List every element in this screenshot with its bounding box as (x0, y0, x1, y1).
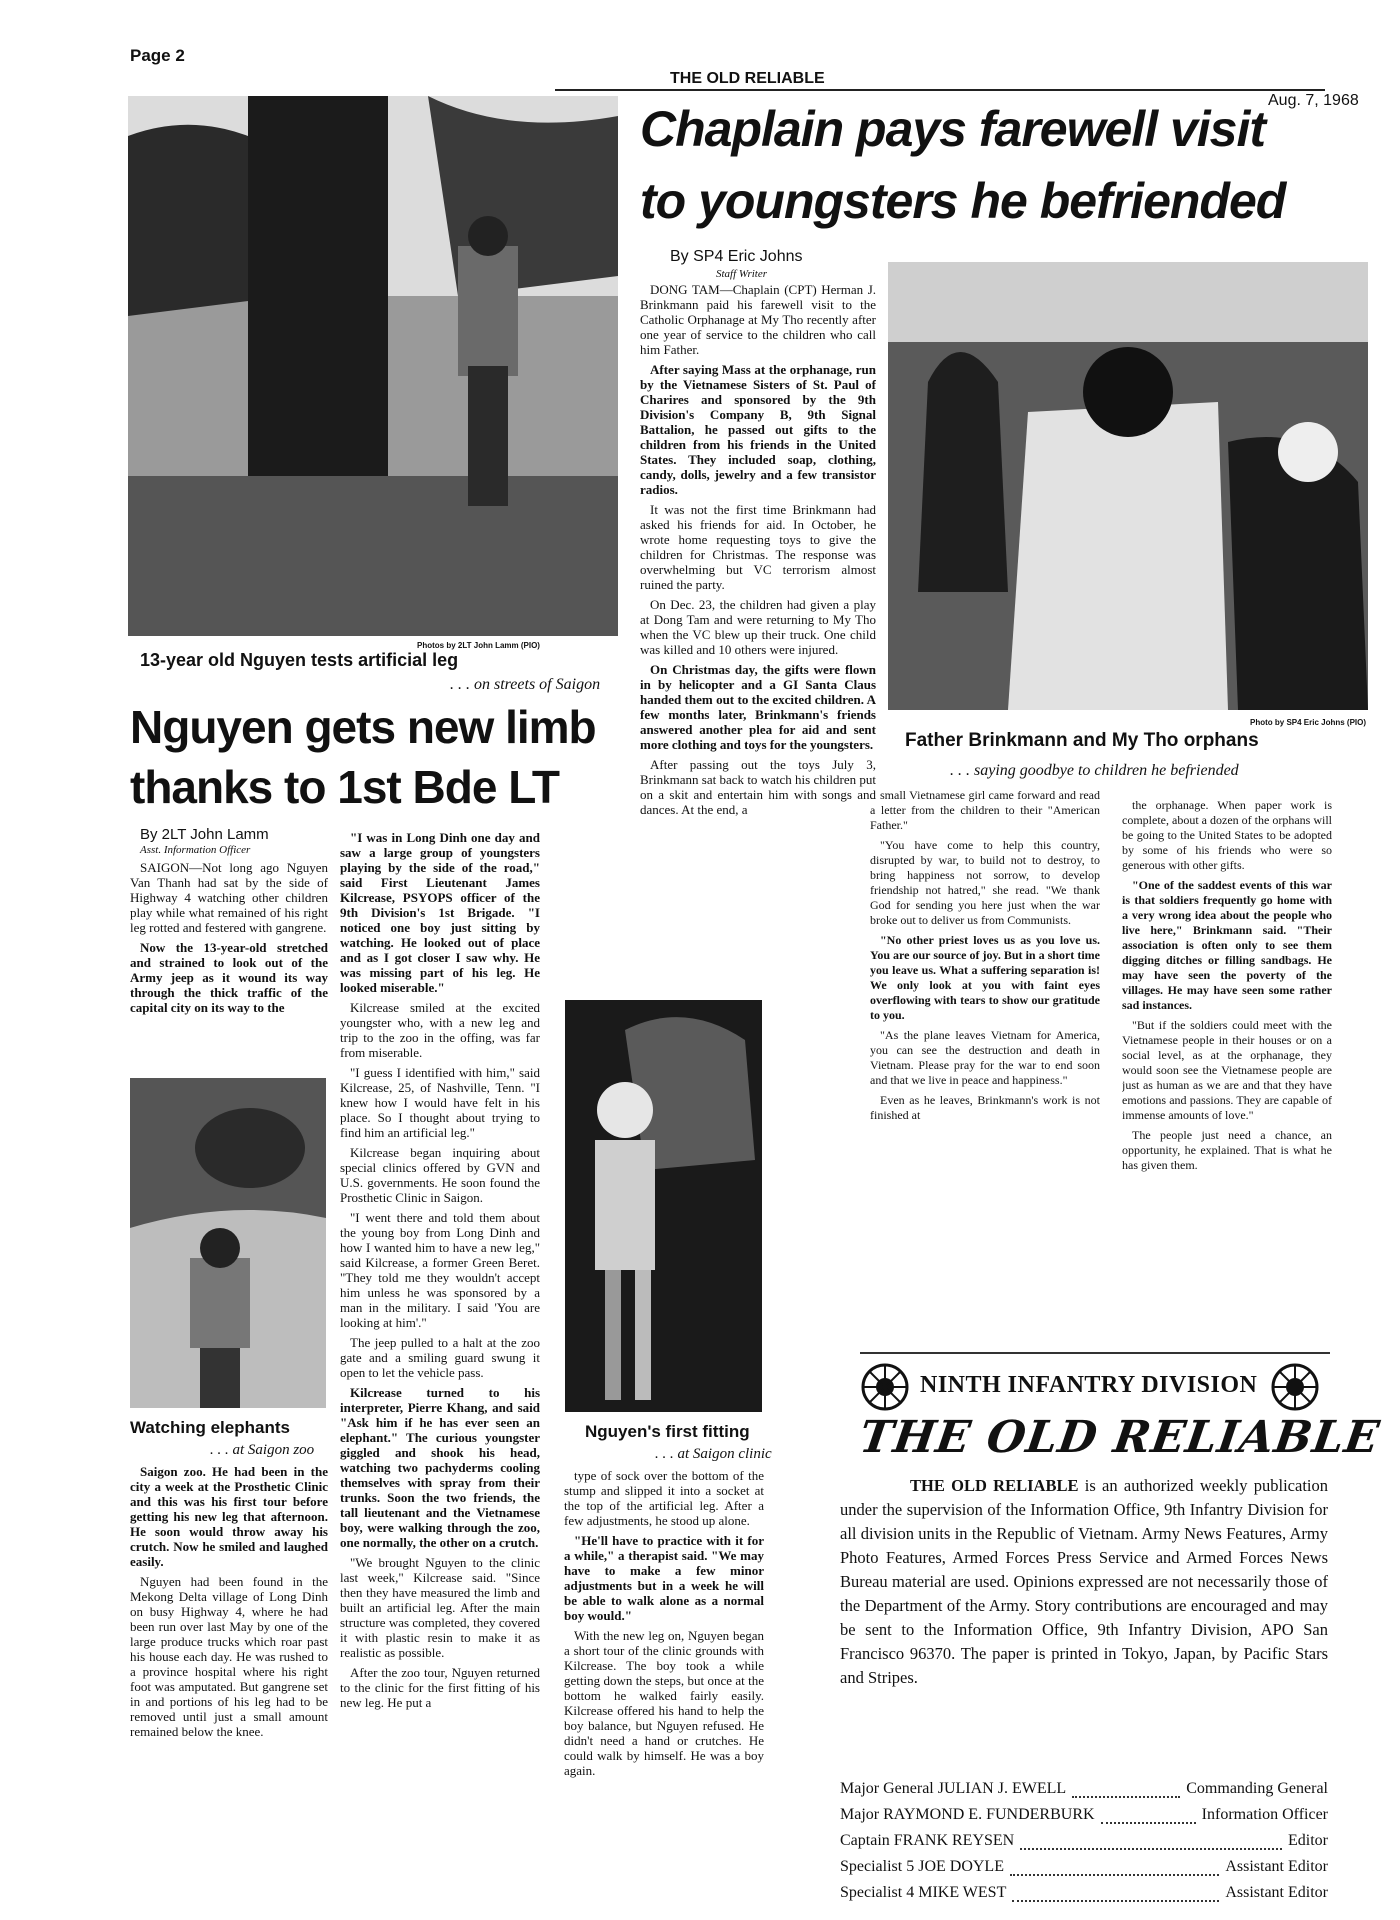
staff-name: Captain FRANK REYSEN (840, 1832, 1015, 1849)
nguyen-byline-title: Asst. Information Officer (140, 844, 251, 856)
paragraph: Kilcrease turned to his interpreter, Pierre Khang, and said "Ask him if he has ever seen an elephant." The curious youngster giggled and shook his head, watching two pachyderms cooling themselves with spray from their trunks. Soon the two friends, the tall lieutenant and the Vietnamese boy, were walking through the zoo, one normally, the other on a crutch. (340, 1385, 540, 1550)
octofoil-icon-left (860, 1362, 910, 1412)
photo-credit-lamm: Photos by 2LT John Lamm (PIO) (417, 641, 540, 650)
paragraph: Now the 13-year-old stretched and strained to look out of the Army jeep as it wound its way through the thick traffic of the capital city on its way to the (130, 940, 328, 1015)
staff-row (840, 1880, 1328, 1906)
chaplain-col1 (640, 282, 876, 992)
paragraph: It was not the first time Brinkmann had asked his friends for aid. In October, he wrote home requesting toys to give the children for Christmas. The response was overwhelming but VC terrorism almost ruined the party. (640, 502, 876, 592)
nguyen-col2 (340, 830, 540, 1868)
paragraph: "No other priest loves us as you love us. You are our source of joy. But in a short time you leave us. What a suffering separation is! We only look at you with faint eyes overflowing with tears to show our gratitude to you. (870, 933, 1100, 1022)
paragraph: type of sock over the bottom of the stump and slipped it into a socket at the top of the artificial leg. After a few adjustments, he stood up alone. (564, 1468, 764, 1528)
caption-saying-goodbye: . . . saying goodbye to children he befriended (950, 762, 1239, 779)
nguyen-col1-bottom (130, 1464, 328, 1860)
nguyen-col3 (564, 1468, 764, 1868)
paper-name: THE OLD RELIABLE (670, 70, 825, 87)
paragraph: Even as he leaves, Brinkmann's work is not finished at (870, 1093, 1100, 1122)
dot-leader (1012, 1900, 1219, 1902)
caption-saigon-zoo: . . . at Saigon zoo (210, 1442, 315, 1458)
dot-leader (1020, 1848, 1282, 1850)
chaplain-headline-2: to youngsters he befriended (640, 173, 1286, 229)
photo-first-fitting (565, 1000, 762, 1412)
caption-streets-saigon: . . . on streets of Saigon (450, 676, 601, 693)
paragraph: After saying Mass at the orphanage, run by the Vietnamese Sisters of St. Paul of Charires and sponsored by the 9th Division's Company B, 9th Signal Battalion, he passed out gifts to the children from his friends in the United States. They included soap, clothing, candy, dolls, jewelry and a few transistor radios. (640, 362, 876, 497)
staff-row (840, 1854, 1328, 1880)
staff-row (840, 1802, 1328, 1828)
nguyen-headline-2: thanks to 1st Bde LT (130, 761, 559, 813)
caption-first-fitting: Nguyen's first fitting (585, 1422, 750, 1441)
paragraph: The jeep pulled to a halt at the zoo gate and a smiling guard swung it open to let the vehicle pass. (340, 1335, 540, 1380)
photo-credit-johns: Photo by SP4 Eric Johns (PIO) (1250, 718, 1367, 727)
staff-role: Commanding General (1186, 1780, 1328, 1797)
paragraph: "But if the soldiers could meet with the Vietnamese people in their houses or on a social level, as at the orphanage, they would soon see the Vietnamese people are just as human as we are and that they have emotions and passions. They are capable of immense amounts of love." (1122, 1018, 1332, 1122)
paragraph: small Vietnamese girl came forward and read a letter from the children to their "American Father." (870, 788, 1100, 832)
chaplain-byline: By SP4 Eric Johns (670, 248, 803, 265)
chaplain-headline-1: Chaplain pays farewell visit (640, 101, 1266, 157)
photo-father-brinkmann (888, 262, 1368, 710)
paragraph: the orphanage. When paper work is complete, about a dozen of the orphans will be going to the United States to be adopted by some of his friends who were so generous with other gifts. (1122, 798, 1332, 872)
paragraph: Nguyen had been found in the Mekong Delta village of Long Dinh on busy Highway 4, where he had been run over last May by one of the large produce trucks which roar past his house each day. He was rushed to a province hospital where his right foot was amputated. But gangrene set in and portions of his leg had to be removed until just a small amount remained below the knee. (130, 1574, 328, 1739)
masthead-rule (860, 1352, 1330, 1354)
masthead-blurb (840, 1474, 1328, 1690)
issue-date: Aug. 7, 1968 (1268, 92, 1359, 109)
paragraph: "I guess I identified with him," said Kilcrease, 25, of Nashville, Tenn. "I knew how I would have felt in his place. So I thought about trying to find him an artificial leg." (340, 1065, 540, 1140)
caption-artificial-leg: 13-year old Nguyen tests artificial leg (140, 650, 459, 670)
dot-leader (1072, 1796, 1180, 1798)
chaplain-byline-title: Staff Writer (716, 268, 768, 280)
chaplain-col2 (870, 788, 1100, 1368)
staff-name: Specialist 5 JOE DOYLE (840, 1858, 1004, 1875)
masthead-title: THE OLD RELIABLE (856, 1412, 1383, 1463)
staff-role: Assistant Editor (1225, 1858, 1328, 1875)
paragraph: After the zoo tour, Nguyen returned to the clinic for the first fitting of his new leg. He put a (340, 1665, 540, 1710)
nguyen-byline: By 2LT John Lamm (140, 826, 269, 843)
paragraph: DONG TAM—Chaplain (CPT) Herman J. Brinkmann paid his farewell visit to the Catholic Orphanage at My Tho recently after one year of service to the children who call him Father. (640, 282, 876, 357)
photo-nguyen-street (128, 96, 618, 636)
paragraph: Saigon zoo. He had been in the city a week at the Prosthetic Clinic and this was his first tour before getting his new leg that afternoon. He soon would throw away his crutch. Now he smiled and laughed easily. (130, 1464, 328, 1569)
staff-role: Editor (1288, 1832, 1328, 1849)
division-name: NINTH INFANTRY DIVISION (920, 1372, 1258, 1398)
staff-role: Assistant Editor (1225, 1884, 1328, 1901)
paragraph: Kilcrease smiled at the excited youngster who, with a new leg and trip to the zoo in the offing, was far from miserable. (340, 1000, 540, 1060)
staff-row (840, 1828, 1328, 1854)
staff-name: Major RAYMOND E. FUNDERBURK (840, 1806, 1095, 1823)
paragraph: On Dec. 23, the children had given a play at Dong Tam and were returning to My Tho when the VC blew up their truck. One child was killed and 10 others were injured. (640, 597, 876, 657)
nguyen-headline-1: Nguyen gets new limb (130, 701, 596, 753)
staff-name: Major General JULIAN J. EWELL (840, 1780, 1067, 1797)
paragraph: "He'll have to practice with it for a while," a therapist said. "We may have to make a few minor adjustments but in a week he will be able to walk alone as a normal boy would." (564, 1533, 764, 1623)
paragraph: "One of the saddest events of this war is that soldiers frequently go home with a very wrong idea about the people who live here," Brinkmann said. "Their association is often only to see them digging ditches or filling sandbags. He may have seen the poverty of the villages. He may have seen some rather sad instances. (1122, 878, 1332, 1012)
staff-name: Specialist 4 MIKE WEST (840, 1884, 1007, 1901)
paragraph: After passing out the toys July 3, Brinkmann sat back to watch his children put on a skit and entertain him with songs and dances. At the end, a (640, 757, 876, 817)
staff-list (840, 1776, 1328, 1906)
nguyen-col1-top (130, 860, 328, 1070)
paragraph: "You have come to help this country, disrupted by war, to build not to destroy, to bring happiness not sorrow, to develop friendship not hatred," she read. "We thank God for sending you here just when the war broke out to deliver us from Communists. (870, 838, 1100, 927)
chaplain-col3 (1122, 798, 1332, 1370)
page-number: Page 2 (130, 46, 185, 65)
paragraph: "As the plane leaves Vietnam for America, you can see the destruction and death in Vietnam. Please pray for the war to end soon and that we live in peace and happiness." (870, 1028, 1100, 1087)
octofoil-icon-right (1270, 1362, 1320, 1412)
caption-watching-elephants: Watching elephants (130, 1418, 290, 1437)
paragraph: Kilcrease began inquiring about special clinics offered by GVN and U.S. governments. He soon found the Prosthetic Clinic in Saigon. (340, 1145, 540, 1205)
dot-leader (1101, 1822, 1196, 1824)
masthead-blurb-text: is an authorized weekly publication under the supervision of the Information Office, 9th Infantry Division for all division units in the Republic of Vietnam. Army News Features, Army Photo Features, Armed Forces Press Service and Armed Forces News Bureau material are used. Opinions expressed are not necessarily those of the Department of the Army. Story contributions are encouraged and may be sent to the Information Office, 9th Infantry Division, APO San Francisco 96370. The paper is printed in Tokyo, Japan, by Pacific Stars and Stripes. (840, 1476, 1329, 1687)
caption-father-brinkmann: Father Brinkmann and My Tho orphans (905, 730, 1259, 751)
dot-leader (1010, 1874, 1219, 1876)
paragraph: The people just need a chance, an opportunity, he explained. That is what he has given them. (1122, 1128, 1332, 1172)
paragraph: "I went there and told them about the young boy from Long Dinh and how I wanted him to have a new leg," said Kilcrease, a former Green Beret. "They told me they wouldn't accept him unless he was sponsored by a man in the military. I said 'You are looking at him'." (340, 1210, 540, 1330)
paragraph: On Christmas day, the gifts were flown in by helicopter and a GI Santa Claus handed them out to the excited children. A few months later, Brinkmann's friends answered another plea for aid and sent more clothing and toys for the youngsters. (640, 662, 876, 752)
photo-watching-elephants (130, 1078, 326, 1408)
caption-saigon-clinic: . . . at Saigon clinic (655, 1446, 772, 1462)
header-rule (555, 89, 1325, 91)
paragraph: "I was in Long Dinh one day and saw a large group of youngsters playing by the side of the road," said First Lieutenant James Kilcrease, PSYOPS officer of the 9th Division's 1st Brigade. "I noticed one boy just sitting by watching. He looked out of place and as I got closer I saw why. He was missing part of his leg. He looked miserable." (340, 830, 540, 995)
paragraph: "We brought Nguyen to the clinic last week," Kilcrease said. "Since then they have measured the limb and built an artificial leg. After the main structure was completed, they covered it with plastic resin to make it as realistic as possible. (340, 1555, 540, 1660)
masthead-blurb-lead: THE OLD RELIABLE (910, 1476, 1079, 1495)
paragraph: SAIGON—Not long ago Nguyen Van Thanh had sat by the side of Highway 4 watching other children play while what remained of his right leg rotted and festered with gangrene. (130, 860, 328, 935)
paragraph: With the new leg on, Nguyen began a short tour of the clinic grounds with Kilcrease. The boy took a while getting down the steps, but once at the bottom he walked fairly easily. Kilcrease offered his hand to help the boy balance, but Nguyen refused. He didn't need a hand or crutches. He could walk by himself. He was a boy again. (564, 1628, 764, 1778)
staff-role: Information Officer (1201, 1806, 1328, 1823)
staff-row (840, 1776, 1328, 1802)
